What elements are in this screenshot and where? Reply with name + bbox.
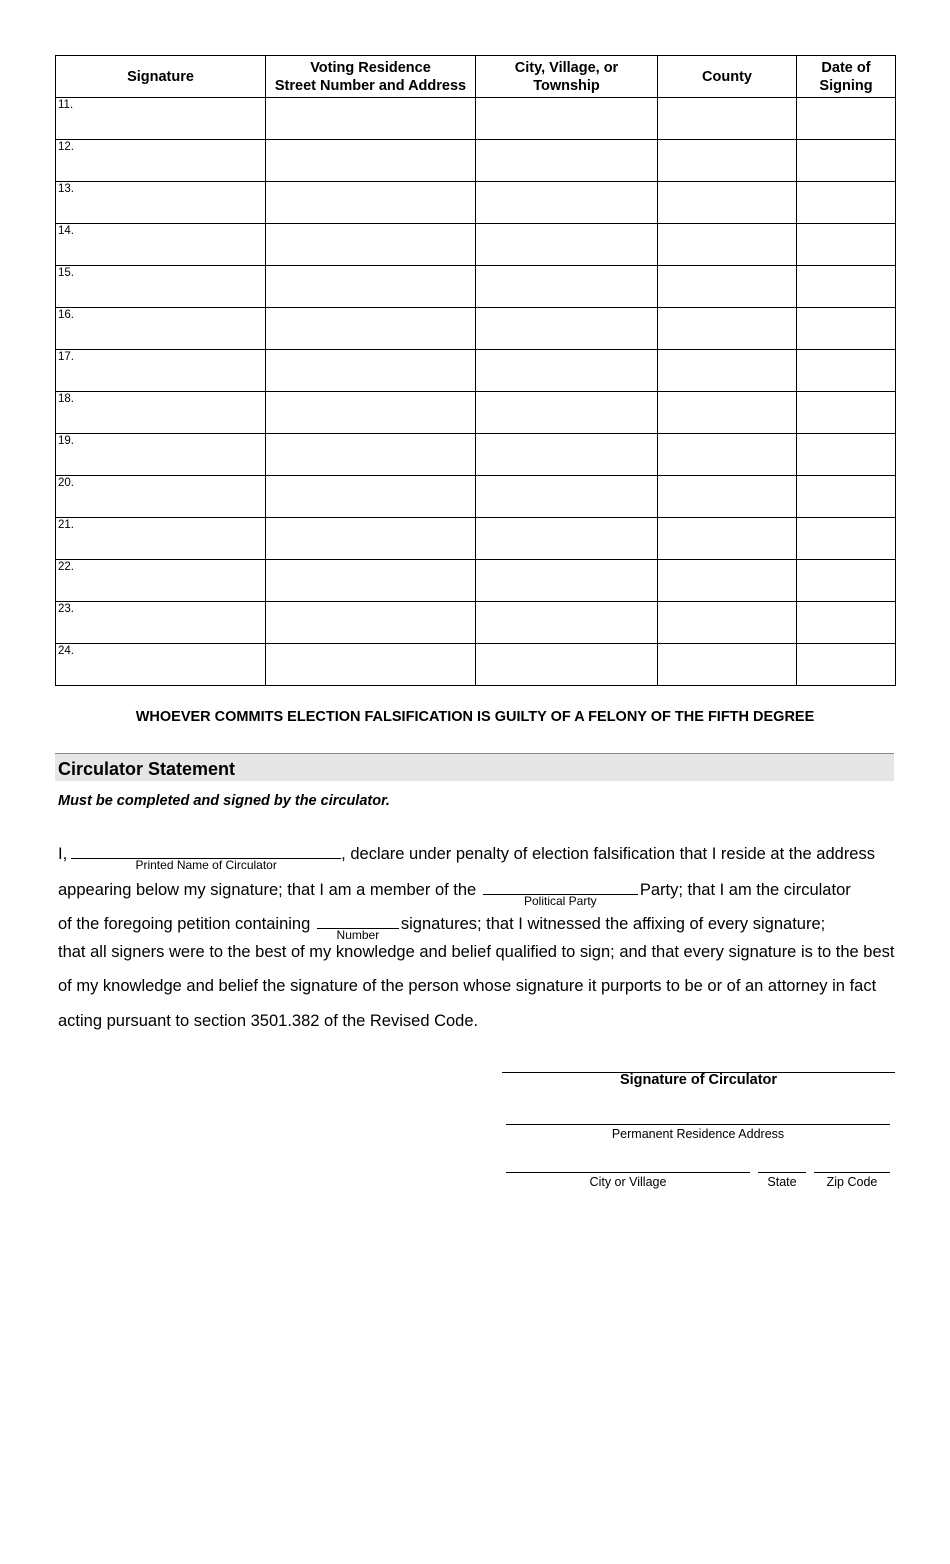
date-cell[interactable] [797, 392, 896, 434]
date-cell[interactable] [797, 140, 896, 182]
signature-cell[interactable] [56, 392, 266, 434]
header-signature: Signature [56, 56, 266, 98]
felony-notice: WHOEVER COMMITS ELECTION FALSIFICATION IS GUILTY OF A FELONY OF THE FIFTH DEGREE [135, 709, 815, 725]
table-header-row [56, 56, 896, 98]
county-cell[interactable] [658, 182, 797, 224]
city-cell[interactable] [476, 602, 658, 644]
row-number: 13. [58, 183, 74, 195]
signature-cell[interactable] [56, 602, 266, 644]
table-row [56, 224, 896, 266]
address-cell[interactable] [266, 518, 476, 560]
date-cell[interactable] [797, 224, 896, 266]
city-village-label: City or Village [589, 1175, 667, 1189]
city-cell[interactable] [476, 644, 658, 686]
printed-name-caption: Printed Name of Circulator [135, 858, 277, 872]
county-cell[interactable] [658, 476, 797, 518]
table-row [56, 98, 896, 140]
table-row [56, 476, 896, 518]
row-number: 17. [58, 351, 74, 363]
city-cell[interactable] [476, 308, 658, 350]
signature-table [55, 55, 896, 686]
signature-cell[interactable] [56, 476, 266, 518]
address-cell[interactable] [266, 266, 476, 308]
county-cell[interactable] [658, 434, 797, 476]
address-cell[interactable] [266, 602, 476, 644]
city-cell[interactable] [476, 182, 658, 224]
city-cell[interactable] [476, 560, 658, 602]
date-cell[interactable] [797, 644, 896, 686]
table-row [56, 434, 896, 476]
row-number: 11. [58, 99, 74, 111]
address-cell[interactable] [266, 224, 476, 266]
date-cell[interactable] [797, 350, 896, 392]
date-cell[interactable] [797, 266, 896, 308]
county-cell[interactable] [658, 560, 797, 602]
residence-address-label: Permanent Residence Address [611, 1127, 785, 1141]
table-row [56, 308, 896, 350]
political-party-caption: Political Party [523, 894, 597, 908]
statement-line-4: that all signers were to the best of my knowledge and belief qualified to sign; and that every signature is to the best [58, 943, 895, 961]
signature-cell[interactable] [56, 518, 266, 560]
address-cell[interactable] [266, 308, 476, 350]
signature-cell[interactable] [56, 560, 266, 602]
city-cell[interactable] [476, 518, 658, 560]
address-cell[interactable] [266, 560, 476, 602]
signature-of-circulator-label: Signature of Circulator [619, 1072, 778, 1088]
table-row [56, 602, 896, 644]
residence-address-line[interactable] [506, 1124, 890, 1125]
table-row [56, 140, 896, 182]
signature-cell[interactable] [56, 98, 266, 140]
statement-line-6: acting pursuant to section 3501.382 of the Revised Code. [58, 1012, 479, 1030]
header-city-village-township: City, Village, or Township [476, 56, 658, 98]
address-cell[interactable] [266, 644, 476, 686]
date-cell[interactable] [797, 560, 896, 602]
county-cell[interactable] [658, 644, 797, 686]
address-cell[interactable] [266, 98, 476, 140]
date-cell[interactable] [797, 518, 896, 560]
table-row [56, 350, 896, 392]
statement-line-3: of the foregoing petition containing Number signatures; that I witnessed the affixing of every signature; [58, 908, 825, 934]
county-cell[interactable] [658, 308, 797, 350]
county-cell[interactable] [658, 224, 797, 266]
city-cell[interactable] [476, 434, 658, 476]
table-row [56, 518, 896, 560]
county-cell[interactable] [658, 266, 797, 308]
county-cell[interactable] [658, 98, 797, 140]
county-cell[interactable] [658, 602, 797, 644]
county-cell[interactable] [658, 350, 797, 392]
date-cell[interactable] [797, 308, 896, 350]
city-cell[interactable] [476, 224, 658, 266]
row-number: 23. [58, 603, 74, 615]
row-number: 18. [58, 393, 74, 405]
circulator-instruction: Must be completed and signed by the circulator. [58, 793, 390, 809]
city-cell[interactable] [476, 98, 658, 140]
row-number: 21. [58, 519, 74, 531]
table-row [56, 182, 896, 224]
signature-cell[interactable] [56, 182, 266, 224]
header-county: County [658, 56, 797, 98]
city-cell[interactable] [476, 140, 658, 182]
header-date-of-signing: Date of Signing [797, 56, 896, 98]
statement-line-5: of my knowledge and belief the signature of the person whose signature it purports to be or of an attorney in fact [58, 977, 877, 995]
date-cell[interactable] [797, 98, 896, 140]
city-village-line[interactable] [506, 1172, 750, 1173]
row-number: 19. [58, 435, 74, 447]
city-cell[interactable] [476, 392, 658, 434]
signature-cell[interactable] [56, 350, 266, 392]
row-number: 12. [58, 141, 74, 153]
date-cell[interactable] [797, 476, 896, 518]
row-number: 22. [58, 561, 74, 573]
table-row [56, 392, 896, 434]
signature-cell[interactable] [56, 308, 266, 350]
political-party-field[interactable] [483, 874, 638, 908]
signature-cell[interactable] [56, 224, 266, 266]
signature-cell[interactable] [56, 266, 266, 308]
printed-name-field[interactable] [71, 838, 341, 872]
header-voting-residence: Voting Residence Street Number and Address [266, 56, 476, 98]
county-cell[interactable] [658, 392, 797, 434]
statement-line-2: appearing below my signature; that I am a member of the Political Party Party; that I am the circulator [58, 874, 851, 900]
county-cell[interactable] [658, 140, 797, 182]
table-row [56, 266, 896, 308]
date-cell[interactable] [797, 182, 896, 224]
address-cell[interactable] [266, 140, 476, 182]
address-cell[interactable] [266, 476, 476, 518]
city-cell[interactable] [476, 350, 658, 392]
table-row [56, 644, 896, 686]
signature-cell[interactable] [56, 644, 266, 686]
address-cell[interactable] [266, 182, 476, 224]
address-cell[interactable] [266, 350, 476, 392]
row-number: 15. [58, 267, 74, 279]
signature-cell[interactable] [56, 140, 266, 182]
zip-code-label: Zip Code [826, 1175, 878, 1189]
zip-code-line[interactable] [814, 1172, 890, 1173]
address-cell[interactable] [266, 392, 476, 434]
signature-cell[interactable] [56, 434, 266, 476]
address-cell[interactable] [266, 434, 476, 476]
number-caption: Number [336, 928, 380, 942]
table-row [56, 560, 896, 602]
statement-line-1: I, Printed Name of Circulator , declare under penalty of election falsification that I reside at the address [58, 838, 875, 864]
city-cell[interactable] [476, 476, 658, 518]
date-cell[interactable] [797, 434, 896, 476]
city-cell[interactable] [476, 266, 658, 308]
state-line[interactable] [758, 1172, 806, 1173]
date-cell[interactable] [797, 602, 896, 644]
row-number: 20. [58, 477, 74, 489]
state-label: State [767, 1175, 797, 1189]
number-field[interactable] [317, 908, 399, 942]
row-number: 24. [58, 645, 74, 657]
row-number: 16. [58, 309, 74, 321]
row-number: 14. [58, 225, 74, 237]
county-cell[interactable] [658, 518, 797, 560]
circulator-statement-title: Circulator Statement [55, 753, 894, 781]
